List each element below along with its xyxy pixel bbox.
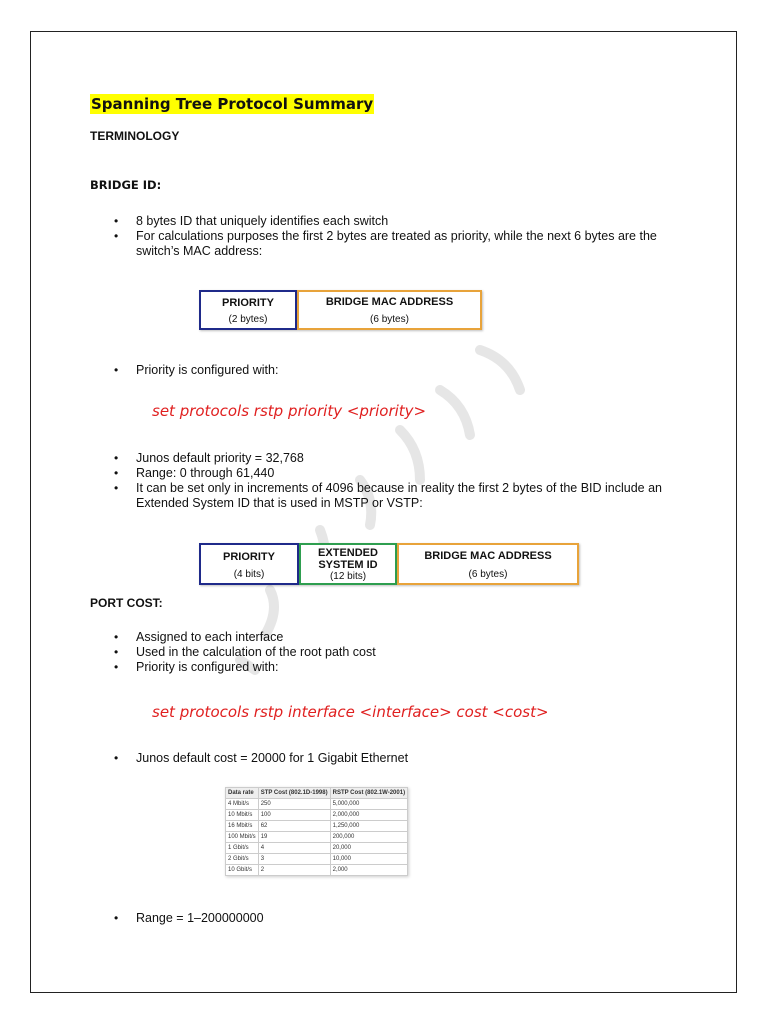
table-row [226,854,408,865]
priority-field-box [199,290,297,330]
port-cost-heading: PORT COST: [90,596,163,610]
bridge-mac-bytes-box [397,543,579,585]
priority-bits-label: PRIORITY [223,551,275,563]
priority-bits-box [199,543,299,585]
port-cost-command: set protocols rstp interface <interface> cost <cost> [152,703,549,721]
priority-field-size: (2 bytes) [228,314,268,325]
extended-system-id-label-1: EXTENDED [318,547,378,559]
table-cell: 10 Mbit/s [226,810,259,821]
table-header-row [226,788,408,799]
table-cell: 20,000 [330,843,407,854]
list-item: • Used in the calculation of the root path cost [90,645,690,660]
list-item: • Priority is configured with: [90,363,690,378]
table-row [226,799,408,810]
priority-field-label: PRIORITY [222,297,274,309]
list-item: • Range = 1–200000000 [90,911,690,926]
table-header-cell: STP Cost (802.1D-1998) [258,788,330,799]
range-bullet-list [90,911,690,926]
bridge-id-bullet-list [90,214,690,259]
extended-system-id-size: (12 bits) [329,571,367,582]
table-cell: 5,000,000 [330,799,407,810]
extended-system-id-label-2: SYSTEM ID [318,559,378,571]
table-cell: 3 [258,854,330,865]
table-cell: 19 [258,832,330,843]
list-item: • It can be set only in increments of 4096 because in reality the first 2 bytes of the BID include an Extended System ID that is used in MSTP or VSTP: [90,481,690,511]
table-cell: 2 Gbit/s [226,854,259,865]
table-cell: 200,000 [330,832,407,843]
table-cell: 250 [258,799,330,810]
table-cell: 2 [258,865,330,876]
priority-command: set protocols rstp priority <priority> [152,402,427,420]
list-item: • Assigned to each interface [90,630,690,645]
port-cost-table [225,787,408,876]
table-cell: 10 Gbit/s [226,865,259,876]
table-row [226,821,408,832]
table-cell: 1 Gbit/s [226,843,259,854]
priority-bits-size: (4 bits) [233,569,265,580]
bridge-mac-field-box [297,290,482,330]
table-cell: 1,250,000 [330,821,407,832]
list-item: • For calculations purposes the first 2 bytes are treated as priority, while the next 6 bytes are the switch’s MAC address: [90,229,690,259]
list-item: • Range: 0 through 61,440 [90,466,690,481]
table-header-cell: Data rate [226,788,259,799]
table-cell: 16 Mbit/s [226,821,259,832]
port-cost-bullet-list [90,630,690,675]
bridge-mac-bytes-size: (6 bytes) [468,569,508,580]
table-cell: 100 Mbit/s [226,832,259,843]
table-cell: 2,000 [330,865,407,876]
table-cell: 4 [258,843,330,854]
table-row [226,865,408,876]
table-cell: 4 Mbit/s [226,799,259,810]
document-title: Spanning Tree Protocol Summary [91,95,374,113]
bridge-mac-field-label: BRIDGE MAC ADDRESS [325,296,454,308]
table-row [226,832,408,843]
list-item: • Priority is configured with: [90,660,690,675]
table-header-cell: RSTP Cost (802.1W-2001) [330,788,407,799]
bridge-mac-bytes-label: BRIDGE MAC ADDRESS [424,550,552,562]
list-item: • Junos default cost = 20000 for 1 Gigabit Ethernet [90,751,690,766]
bridge-mac-field-size: (6 bytes) [370,314,409,325]
table-row [226,810,408,821]
table-cell: 10,000 [330,854,407,865]
table-row [226,843,408,854]
list-item: • 8 bytes ID that uniquely identifies each switch [90,214,690,229]
terminology-heading: TERMINOLOGY [90,129,180,143]
table-cell: 2,000,000 [330,810,407,821]
priority-details-list [90,451,690,511]
table-cell: 100 [258,810,330,821]
list-item: • Junos default priority = 32,768 [90,451,690,466]
priority-bullet-list [90,363,690,378]
default-cost-bullet-list [90,751,690,766]
table-cell: 62 [258,821,330,832]
bridge-id-heading: BRIDGE ID: [90,178,162,192]
extended-system-id-box [299,543,397,585]
